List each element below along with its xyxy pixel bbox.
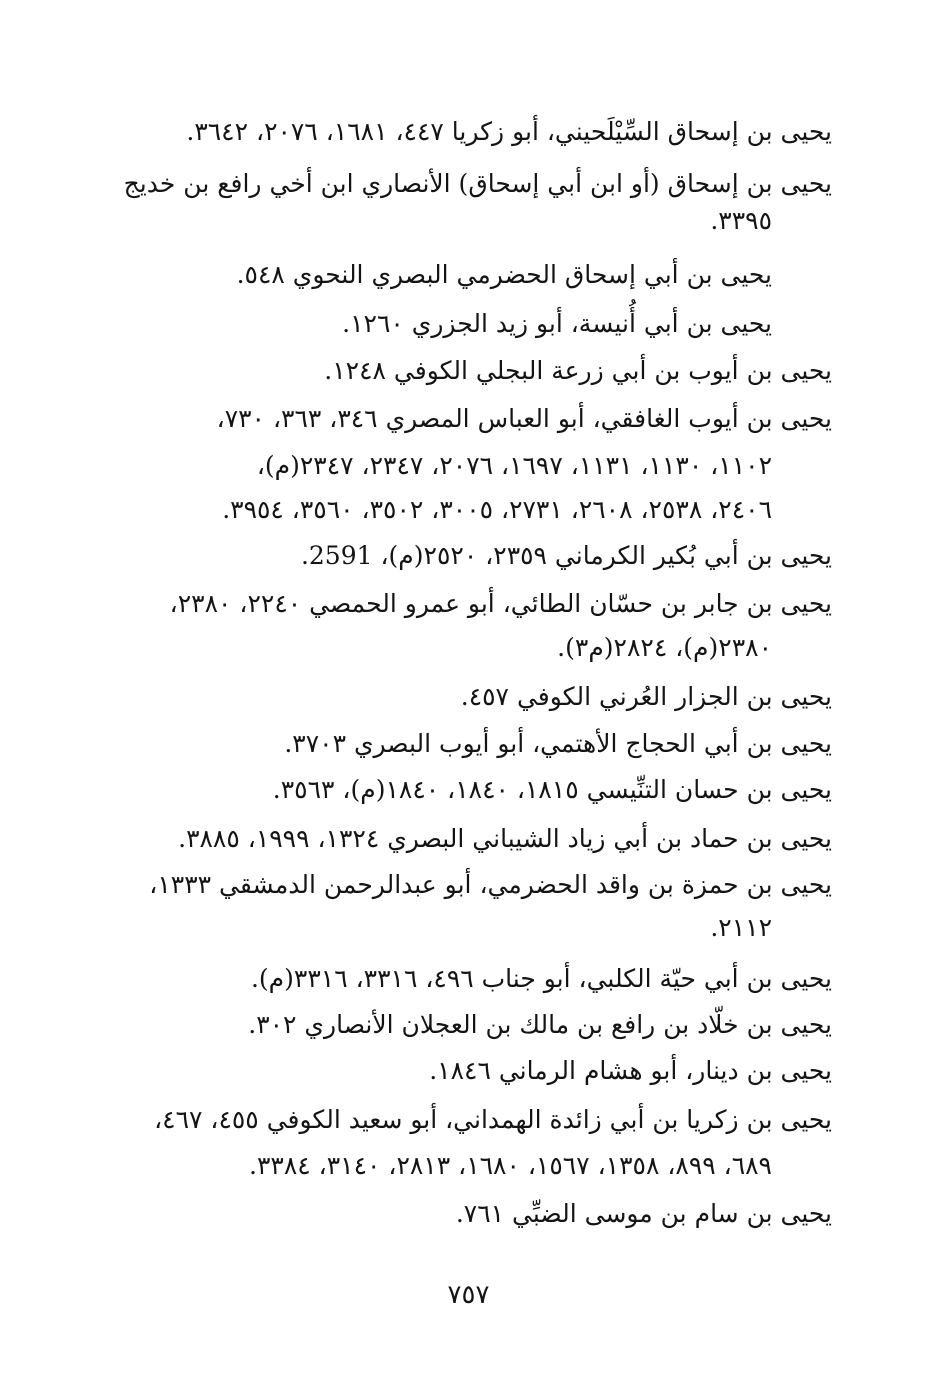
index-entry-continuation: ٢١١٢.: [710, 913, 772, 942]
index-entry: يحيى بن حسان التنِّيسي ١٨١٥، ١٨٤٠، ١٨٤٠(م)، ٣٥٦٣.: [272, 775, 832, 804]
index-entry-continuation: ٦٨٩، ٨٩٩، ١٣٥٨، ١٥٦٧، ١٦٨٠، ٢٨١٣، ٣١٤٠، ٣٣٨٤.: [249, 1151, 772, 1180]
index-entry: يحيى بن أبي حيّة الكلبي، أبو جناب ٤٩٦، ٣٣١٦، ٣٣١٦(م).: [250, 964, 832, 993]
index-entry-continuation: ٢٣٨٠(م)، ٢٨٢٤(م٣).: [557, 633, 772, 662]
index-entry: يحيى بن دينار، أبو هشام الرماني ١٨٤٦.: [429, 1056, 832, 1085]
index-entry: يحيى بن حماد بن أبي زياد الشيباني البصري ١٣٢٤، ١٩٩٩، ٣٨٨٥.: [178, 824, 832, 853]
index-entry: يحيى بن أبي إسحاق الحضرمي البصري النحوي ٥٤٨.: [236, 260, 772, 289]
index-entry: يحيى بن جابر بن حسّان الطائي، أبو عمرو الحمصي ٢٢٤٠، ٢٣٨٠،: [169, 589, 832, 618]
index-entry: يحيى بن أبي الحجاج الأهتمي، أبو أيوب البصري ٣٧٠٣.: [284, 729, 832, 758]
index-entry: يحيى بن سام بن موسى الضبِّي ٧٦١.: [455, 1199, 832, 1228]
index-entry: يحيى بن أيوب الغافقي، أبو العباس المصري ٣٤٦، ٣٦٣، ٧٣٠،: [216, 404, 832, 433]
index-entry: يحيى بن إسحاق (أو ابن أبي إسحاق) الأنصاري ابن أخي رافع بن خديج: [123, 169, 832, 198]
index-entry: يحيى بن أبي بُكير الكرماني ٢٣٥٩، ٢٥٢٠(م)، 2591.: [300, 541, 832, 570]
index-entry: يحيى بن الجزار العُرني الكوفي ٤٥٧.: [460, 682, 832, 711]
index-entry: يحيى بن حمزة بن واقد الحضرمي، أبو عبدالرحمن الدمشقي ١٣٣٣،: [149, 870, 832, 899]
index-entry-continuation: ١١٠٢، ١١٣٠، ١١٣١، ١٦٩٧، ٢٠٧٦، ٢٣٤٧، ٢٣٤٧(م)،: [256, 451, 772, 480]
page-number: ٧٥٧: [447, 1280, 490, 1310]
index-entry: يحيى بن خلّاد بن رافع بن مالك بن العجلان الأنصاري ٣٠٢.: [248, 1010, 832, 1039]
index-entry: يحيى بن زكريا بن أبي زائدة الهمداني، أبو سعيد الكوفي ٤٥٥، ٤٦٧،: [154, 1105, 832, 1134]
index-entry-continuation: ٢٤٠٦، ٢٥٣٨، ٢٦٠٨، ٢٧٣١، ٣٠٠٥، ٣٥٠٢، ٣٥٦٠، ٣٩٥٤.: [222, 495, 772, 524]
index-entry: يحيى بن أبي أُنيسة، أبو زيد الجزري ١٢٦٠.: [342, 309, 772, 338]
index-entry: يحيى بن إسحاق السِّيْلَحيني، أبو زكريا ٤٤٧، ١٦٨١، ٢٠٧٦، ٣٦٤٢.: [186, 117, 832, 146]
index-entry-continuation: ٣٣٩٥.: [710, 206, 772, 235]
index-entry: يحيى بن أيوب بن أبي زرعة البجلي الكوفي ١٢٤٨.: [324, 356, 832, 385]
